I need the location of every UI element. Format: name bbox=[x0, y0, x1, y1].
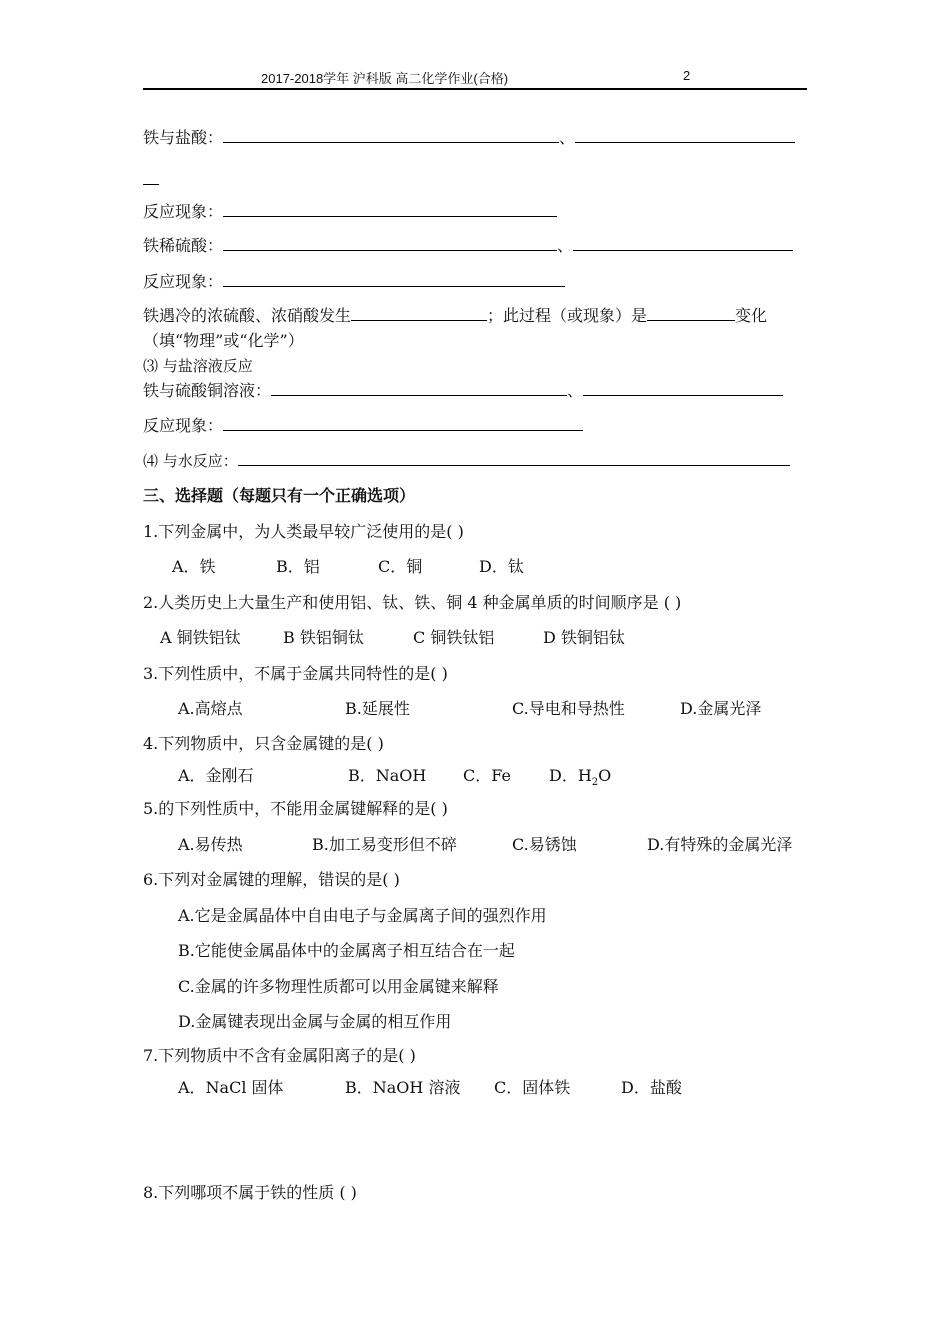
iron-cuso4-line bbox=[143, 381, 783, 401]
salt-reaction-heading: ⑶ 与盐溶液反应 bbox=[143, 357, 253, 375]
option-3a[interactable]: A.高熔点 bbox=[178, 699, 243, 718]
option-4b[interactable]: B．NaOH bbox=[348, 766, 427, 785]
option-2b[interactable]: B 铁铝铜钛 bbox=[283, 628, 364, 647]
option-7c[interactable]: C．固体铁 bbox=[494, 1078, 571, 1097]
answer-blank[interactable] bbox=[223, 202, 557, 217]
option-6c[interactable]: C.金属的许多物理性质都可以用金属键来解释 bbox=[178, 977, 499, 996]
option-2c[interactable]: C 铜铁钛铝 bbox=[413, 628, 495, 647]
answer-blank[interactable] bbox=[223, 272, 565, 287]
question-stem-3: 3.下列性质中，不属于金属共同特性的是( ) bbox=[143, 664, 448, 683]
option-6a[interactable]: A.它是金属晶体中自由电子与金属离子间的强烈作用 bbox=[178, 906, 547, 925]
iron-cuso4-label: 铁与硫酸铜溶液： bbox=[143, 381, 272, 400]
option-1a[interactable]: A．铁 bbox=[172, 557, 216, 576]
passivation-line bbox=[143, 306, 767, 326]
iron-hcl-line-wrap bbox=[143, 170, 159, 190]
question-stem-5: 5.的下列性质中，不能用金属键解释的是( ) bbox=[143, 799, 448, 818]
option-4d-subscript: 2 bbox=[591, 777, 599, 789]
phenomenon-label: 反应现象： bbox=[143, 272, 224, 291]
option-2a[interactable]: A 铜铁铝钛 bbox=[160, 628, 241, 647]
iron-dilute-h2so4-line bbox=[143, 236, 793, 256]
answer-blank[interactable] bbox=[575, 128, 795, 143]
answer-blank[interactable] bbox=[238, 451, 790, 466]
phenomenon-line-3 bbox=[143, 416, 583, 436]
option-7d[interactable]: D．盐酸 bbox=[621, 1078, 682, 1097]
answer-blank[interactable] bbox=[573, 236, 793, 251]
answer-blank[interactable] bbox=[583, 381, 783, 396]
option-3b[interactable]: B.延展性 bbox=[345, 699, 410, 718]
question-stem-2: 2.人类历史上大量生产和使用铝、钛、铁、铜 4 种金属单质的时间顺序是 ( ) bbox=[143, 593, 682, 612]
option-4d-tail: O bbox=[598, 766, 612, 785]
option-1b[interactable]: B．铝 bbox=[276, 557, 320, 576]
option-4d[interactable] bbox=[549, 766, 611, 793]
answer-blank[interactable] bbox=[351, 306, 487, 321]
option-4a[interactable]: A．金刚石 bbox=[178, 766, 254, 785]
iron-hcl-label: 铁与盐酸： bbox=[143, 128, 224, 147]
iron-hcl-line bbox=[143, 128, 795, 148]
answer-blank[interactable] bbox=[223, 236, 557, 251]
phenomenon-line-2 bbox=[143, 272, 565, 292]
phenomenon-label: 反应现象： bbox=[143, 202, 224, 221]
question-stem-1: 1.下列金属中，为人类最早较广泛使用的是( ) bbox=[143, 522, 464, 541]
answer-blank[interactable] bbox=[647, 306, 735, 321]
water-reaction-label: ⑷ 与水反应： bbox=[143, 452, 238, 470]
answer-blank[interactable] bbox=[223, 128, 559, 143]
question-stem-4: 4.下列物质中，只含金属键的是( ) bbox=[143, 734, 384, 753]
header-title: 2017-2018学年 沪科版 高二化学作业(合格) bbox=[261, 71, 509, 86]
phenomenon-label: 反应现象： bbox=[143, 416, 224, 435]
answer-blank[interactable] bbox=[143, 170, 159, 185]
iron-dilute-h2so4-label: 铁稀硫酸： bbox=[143, 236, 224, 255]
question-stem-8: 8.下列哪项不属于铁的性质 ( ) bbox=[143, 1183, 357, 1202]
passivation-text-b: ；此过程（或现象）是 bbox=[487, 306, 648, 325]
option-4d-text: D．H bbox=[549, 766, 592, 785]
option-3c[interactable]: C.导电和导热性 bbox=[512, 699, 625, 718]
answer-blank[interactable] bbox=[223, 416, 583, 431]
passivation-note: （填“物理”或“化学”） bbox=[143, 331, 304, 350]
passivation-text-a: 铁遇冷的浓硫酸、浓硝酸发生 bbox=[143, 306, 352, 325]
page-header bbox=[143, 66, 807, 90]
question-stem-6: 6.下列对金属键的理解，错误的是( ) bbox=[143, 870, 400, 889]
option-1c[interactable]: C．铜 bbox=[378, 557, 423, 576]
separator: 、 bbox=[557, 236, 574, 255]
answer-blank[interactable] bbox=[271, 381, 567, 396]
option-6d[interactable]: D.金属键表现出金属与金属的相互作用 bbox=[178, 1012, 452, 1031]
option-5a[interactable]: A.易传热 bbox=[178, 835, 243, 854]
option-1d[interactable]: D．钛 bbox=[479, 557, 524, 576]
option-2d[interactable]: D 铁铜铝钛 bbox=[543, 628, 625, 647]
header-page-number: 2 bbox=[683, 68, 691, 83]
option-7a[interactable]: A．NaCl 固体 bbox=[178, 1078, 284, 1097]
section-3-title: 三、选择题（每题只有一个正确选项） bbox=[143, 486, 416, 505]
question-stem-7: 7.下列物质中不含有金属阳离子的是( ) bbox=[143, 1046, 416, 1065]
water-reaction-line bbox=[143, 451, 790, 471]
option-7b[interactable]: B．NaOH 溶液 bbox=[345, 1078, 461, 1097]
separator: 、 bbox=[567, 381, 584, 400]
option-6b[interactable]: B.它能使金属晶体中的金属离子相互结合在一起 bbox=[178, 941, 515, 960]
option-3d[interactable]: D.金属光泽 bbox=[680, 699, 762, 718]
option-5c[interactable]: C.易锈蚀 bbox=[512, 835, 577, 854]
option-5b[interactable]: B.加工易变形但不碎 bbox=[312, 835, 457, 854]
option-5d[interactable]: D.有特殊的金属光泽 bbox=[647, 835, 793, 854]
passivation-text-c: 变化 bbox=[735, 306, 768, 325]
separator: 、 bbox=[559, 128, 576, 147]
phenomenon-line-1 bbox=[143, 202, 557, 222]
option-4c[interactable]: C．Fe bbox=[463, 766, 511, 785]
